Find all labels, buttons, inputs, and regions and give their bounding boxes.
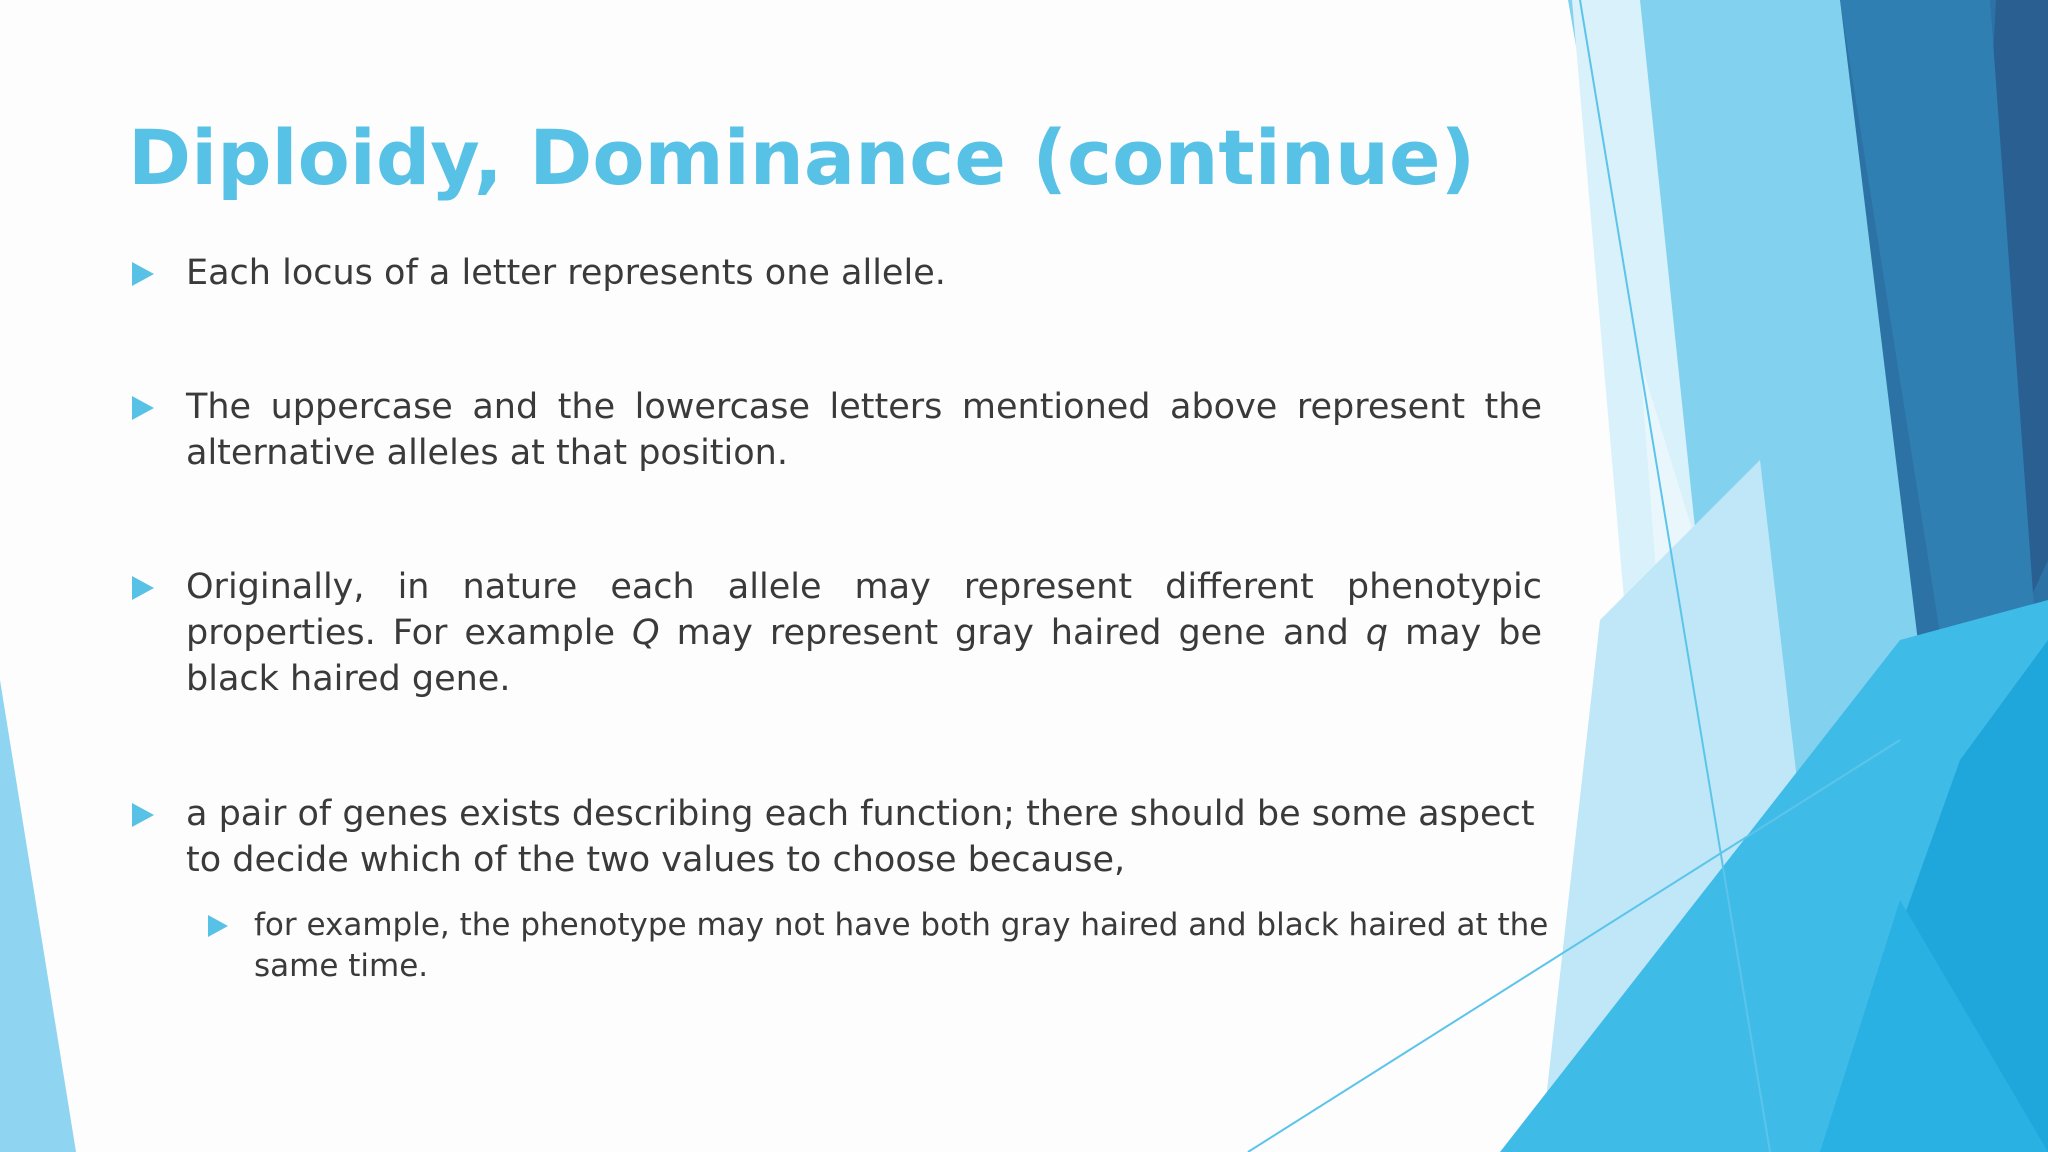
bullet-marker-icon — [132, 262, 154, 286]
bullet-marker-icon — [132, 803, 154, 827]
sub-bullet-marker-icon — [208, 915, 228, 937]
bullet-text-segment: Originally, in nature each allele may represent different phenotypic properties. For example — [186, 567, 1542, 653]
bullet-marker-icon — [132, 576, 154, 600]
bullet-text-segment: may represent gray haired gene and — [659, 613, 1366, 653]
bullet-text-segment: may be black haired gene. — [186, 613, 1542, 699]
bullet-marker-icon — [132, 396, 154, 420]
bullet-item-originally — [186, 564, 1542, 702]
bullet-item-pair-of-genes — [186, 791, 1542, 883]
allele-symbol-lower: q — [1365, 613, 1389, 653]
bullet-item-uppercase-lowercase — [186, 384, 1542, 476]
bullet-text: The uppercase and the lowercase letters mentioned above represent the alternative alleles at that position. — [186, 387, 1542, 473]
allele-symbol-upper: Q — [632, 613, 660, 653]
bullet-text: Each locus of a letter represents one allele. — [186, 253, 946, 293]
slide-title: Diploidy, Dominance (continue) — [128, 113, 1476, 202]
bullet-text — [186, 564, 1542, 702]
bullet-item-locus — [186, 250, 1542, 296]
sub-bullet-text: for example, the phenotype may not have both gray haired and black haired at the same time. — [254, 907, 1549, 984]
bullet-text: a pair of genes exists describing each function; there should be some aspect to decide which of the two values to choose because, — [186, 794, 1535, 880]
sub-bullet-item-example — [254, 905, 1554, 987]
